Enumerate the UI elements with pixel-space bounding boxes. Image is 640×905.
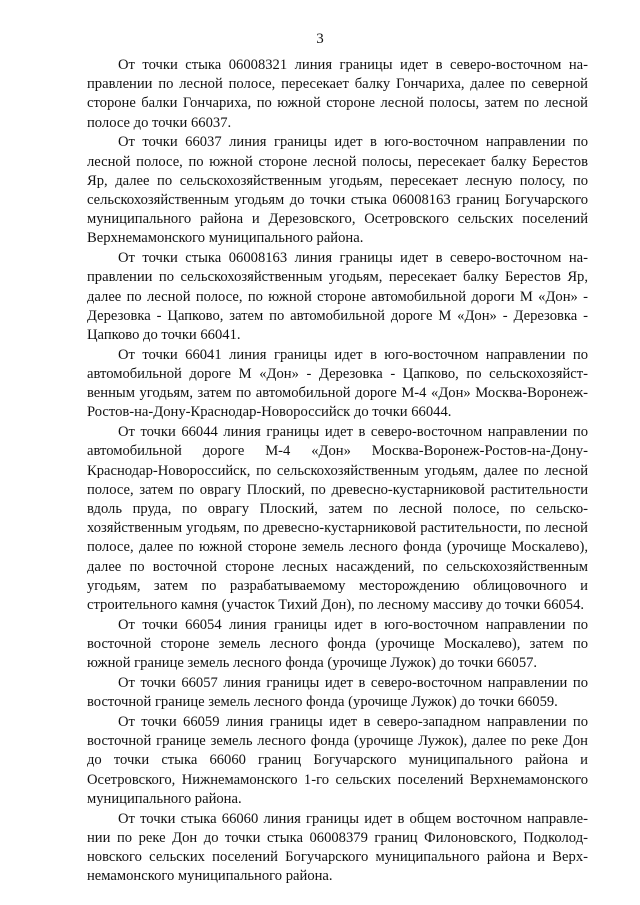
paragraph-2: От точки 66037 линия границы идет в юго-восточном направлении по лесной полосе, по южной стороне лесной полосы, пересекает балку Берестов Яр, далее по сельскохозяйственным угодьям, пересекает лесную полосу, по сельскохозяйственным угодьям до точки стыка 06008163 границ Богучарского муниципального района и Дерезовского, Осетровского сельских поселений Верхнемамонского муниципального района. bbox=[87, 134, 588, 247]
paragraph-7: От точки 66057 линия границы идет в северо-восточном направлении по восточной границе земель лесного фонда (урочище Лужок) до точки 66059. bbox=[87, 675, 588, 711]
paragraph-5: От точки 66044 линия границы идет в северо-восточном направлении по автомобильной дороге М-4 «Дон» Москва-Воронеж-Ростов-на-Дону-Краснодар-Новороссийск, по сельскохозяйственным угодьям, далее по лесной полосе, затем по оврагу Плоский, по древесно-кустарниковой растительности вдоль пруда, по оврагу Плоский, затем по лесной полосе, по сельскохозяйственным угодьям, по древесно-кустарниковой растительности, по лесной полосе, далее по южной стороне земель лесного фонда (урочище Москалево), далее по восточной стороне лесных насаждений, по сельскохозяйственным угодьям, затем по разрабатываемому месторождению облицовочного и строительного камня (участок Тихий Дон), по лесному массиву до точки 66054. bbox=[87, 424, 588, 614]
paragraph-1: От точки стыка 06008321 линия границы идет в северо-восточном направлении по лесной полосе, пересекает балку Гончариха, далее по северной стороне балки Гончариха, по южной стороне лесной полосы, затем по лесной полосе до точки 66037. bbox=[87, 57, 588, 131]
page-number: 3 bbox=[316, 31, 324, 47]
paragraph-3: От точки стыка 06008163 линия границы идет в северо-восточном направлении по сельскохозяйственным угодьям, пересекает балку Берестов Яр, далее по лесной полосе, по южной стороне автомобильной дороги М «Дон» - Дерезовка - Цапково, затем по автомобильной дороге М «Дон» - Дерезовка - Цапково до точки 66041. bbox=[87, 250, 588, 344]
paragraph-8: От точки 66059 линия границы идет в северо-западном направлении по восточной границе земель лесного фонда (урочище Лужок), далее по реке Дон до точки стыка 66060 границ Богучарского муниципального района и Осетровского, Нижнемамонского 1-го сельских поселений Верхнемамонского муниципального района. bbox=[87, 714, 588, 807]
paragraph-6: От точки 66054 линия границы идет в юго-восточном направлении по восточной стороне земель лесного фонда (урочище Москалево), затем по южной границе земель лесного фонда (урочище Лужок) до точки 66057. bbox=[87, 616, 588, 672]
paragraph-9: От точки стыка 66060 линия границы идет в общем восточном направлении по реке Дон до точки стыка 06008379 границ Филоновского, Подколодновского сельских поселений Богучарского муниципального района и Верхнемамонского муниципального района. bbox=[87, 810, 588, 885]
document-body bbox=[87, 56, 588, 887]
paragraph-4: От точки 66041 линия границы идет в юго-восточном направлении по автомобильной дороге М «Дон» - Дерезовка - Цапково, по сельскохозяйственным угодьям, затем по автомобильной дороге М-4 «Дон» Москва-Воронеж-Ростов-на-Дону-Краснодар-Новороссийск до точки 66044. bbox=[87, 346, 588, 421]
